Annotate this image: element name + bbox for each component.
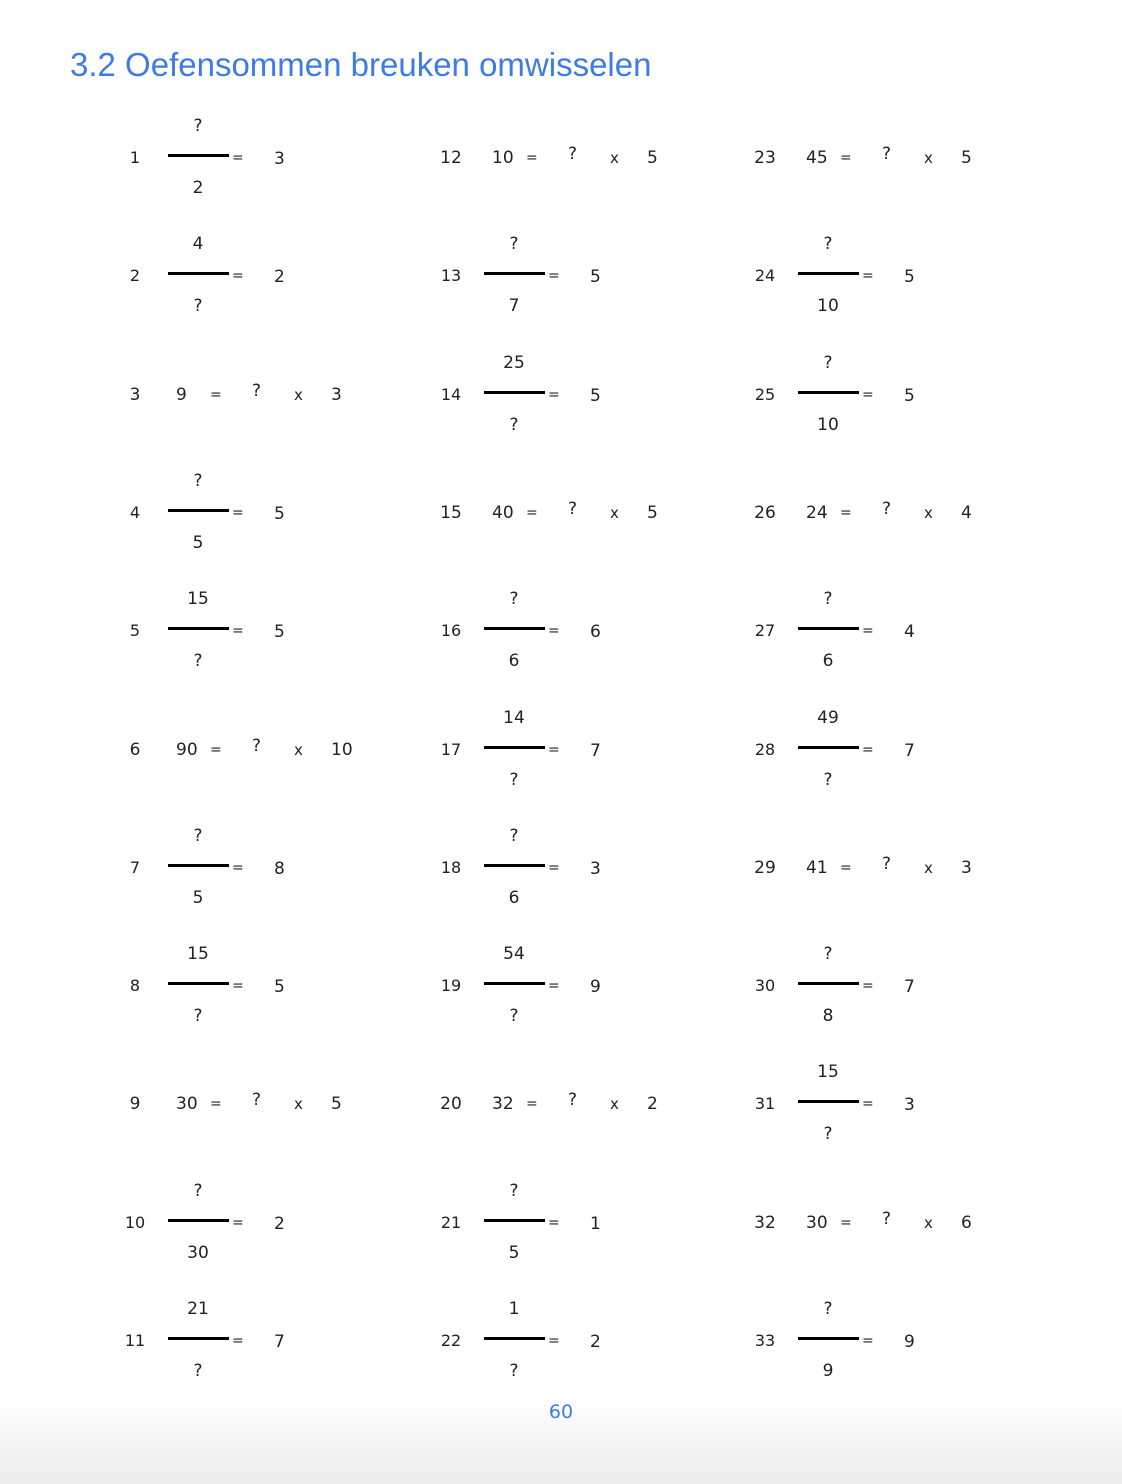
equals-sign: = [862, 268, 874, 285]
equals-sign: = [526, 504, 538, 521]
fraction-bar [168, 154, 229, 157]
exercise-row [436, 216, 766, 334]
equals-sign: = [840, 1214, 852, 1231]
fraction-numerator: ? [823, 944, 833, 965]
exercise-number: 16 [440, 621, 462, 641]
fraction-bar [484, 864, 545, 867]
multiply-sign: x [924, 1213, 933, 1232]
fraction-bar [168, 272, 229, 275]
multiply-sign: x [294, 1095, 303, 1114]
exercise-number: 31 [754, 1094, 776, 1114]
fraction-denominator: 30 [187, 1242, 209, 1263]
exercise-number: 15 [440, 502, 462, 523]
exercise-row [120, 690, 450, 808]
fraction-denominator: 6 [508, 651, 520, 672]
unknown-factor: ? [252, 1090, 262, 1111]
product-value: 30 [806, 1212, 828, 1233]
known-factor: 6 [961, 1212, 972, 1233]
fraction-bar [484, 1337, 545, 1340]
fraction-result: 5 [590, 385, 601, 406]
exercise-row [120, 1044, 450, 1162]
fraction-numerator: ? [823, 589, 833, 610]
exercise-number: 23 [754, 148, 776, 168]
product-value: 40 [492, 502, 514, 523]
unknown-factor: ? [252, 380, 262, 401]
fraction-denominator: 5 [192, 887, 204, 908]
exercise-row [750, 1281, 1080, 1399]
exercise-row [750, 571, 1080, 689]
exercise-number: 18 [440, 857, 462, 877]
fraction-numerator: 49 [817, 707, 839, 728]
equals-sign: = [548, 1214, 560, 1231]
exercise-row [436, 808, 766, 926]
exercise-row [750, 926, 1080, 1044]
exercise-number: 24 [754, 266, 776, 286]
fraction-result: 9 [904, 1332, 915, 1352]
fraction-denominator: ? [193, 1006, 203, 1027]
fraction-denominator: ? [509, 1006, 519, 1027]
fraction-result: 7 [590, 740, 601, 761]
equals-sign: = [232, 859, 244, 876]
exercise-number: 32 [754, 1212, 776, 1233]
exercise-row [750, 335, 1080, 453]
exercise-row [120, 926, 450, 1044]
product-value: 45 [806, 148, 828, 168]
fraction-bar [798, 746, 859, 749]
equals-sign: = [210, 386, 222, 403]
fraction-numerator: ? [823, 234, 833, 255]
fraction-denominator: ? [193, 1361, 203, 1381]
fraction-denominator: 2 [192, 178, 204, 198]
equals-sign: = [232, 978, 244, 995]
multiply-sign: x [294, 385, 303, 404]
fraction-numerator: ? [509, 825, 519, 846]
fraction-denominator: 6 [508, 887, 520, 908]
exercise-row [120, 808, 450, 926]
fraction-numerator: ? [193, 1180, 203, 1201]
fraction-denominator: ? [509, 414, 519, 435]
fraction-denominator: 6 [822, 651, 834, 672]
exercise-row [750, 808, 1080, 926]
fraction-numerator: 15 [187, 944, 209, 965]
equals-sign: = [862, 1333, 874, 1349]
fraction-result: 2 [590, 1332, 601, 1352]
multiply-sign: x [924, 503, 933, 522]
fraction-result: 2 [274, 267, 285, 288]
equals-sign: = [548, 741, 560, 758]
fraction-denominator: ? [823, 769, 833, 790]
fraction-denominator: 7 [508, 296, 520, 317]
fraction-numerator: ? [823, 1299, 833, 1319]
fraction-denominator: ? [509, 1361, 519, 1381]
exercise-number: 13 [440, 266, 462, 286]
equals-sign: = [232, 150, 244, 166]
equals-sign: = [548, 623, 560, 640]
fraction-numerator: 15 [187, 589, 209, 610]
exercise-row [436, 453, 766, 571]
known-factor: 5 [647, 148, 658, 168]
exercise-number: 2 [129, 266, 141, 286]
fraction-denominator: 10 [817, 296, 839, 317]
fraction-result: 9 [590, 977, 601, 998]
unknown-factor: ? [568, 498, 578, 519]
fraction-result: 8 [274, 858, 285, 879]
known-factor: 4 [961, 502, 972, 523]
fraction-result: 2 [274, 1213, 285, 1234]
product-value: 32 [492, 1094, 514, 1115]
exercise-row [120, 98, 450, 216]
exercise-number: 21 [440, 1212, 462, 1232]
fraction-result: 5 [904, 267, 915, 288]
equals-sign: = [548, 386, 560, 403]
fraction-numerator: ? [509, 1180, 519, 1201]
exercise-row [750, 453, 1080, 571]
fraction-numerator: 54 [503, 944, 525, 965]
exercise-number: 30 [754, 976, 776, 996]
fraction-bar [484, 1219, 545, 1222]
fraction-numerator: 25 [503, 352, 525, 373]
known-factor: 5 [961, 148, 972, 168]
multiply-sign: x [924, 858, 933, 877]
exercise-row [120, 216, 450, 334]
exercise-row [750, 98, 1080, 216]
equals-sign: = [548, 859, 560, 876]
exercise-row [750, 1044, 1080, 1162]
fraction-result: 1 [590, 1213, 601, 1234]
equals-sign: = [526, 1096, 538, 1113]
fraction-bar [484, 391, 545, 394]
exercise-row [120, 453, 450, 571]
equals-sign: = [862, 978, 874, 995]
fraction-result: 5 [274, 503, 285, 524]
equals-sign: = [210, 1096, 222, 1113]
fraction-bar [798, 1337, 859, 1340]
exercise-number: 9 [129, 1094, 141, 1115]
equals-sign: = [862, 741, 874, 758]
exercise-row [436, 926, 766, 1044]
known-factor: 10 [331, 739, 353, 760]
exercise-row [750, 1163, 1080, 1281]
page-title: 3.2 Oefensommen breuken omwisselen [70, 46, 652, 83]
fraction-denominator: 8 [822, 1006, 834, 1027]
fraction-bar [798, 982, 859, 985]
exercise-row [120, 1281, 450, 1399]
fraction-bar [484, 272, 545, 275]
fraction-bar [798, 391, 859, 394]
equals-sign: = [862, 386, 874, 403]
exercise-number: 6 [129, 739, 141, 760]
fraction-denominator: 5 [192, 532, 204, 553]
fraction-denominator: 5 [508, 1242, 520, 1263]
fraction-denominator: ? [509, 769, 519, 790]
exercise-number: 1 [129, 148, 141, 167]
product-value: 30 [176, 1094, 198, 1115]
exercise-row [436, 335, 766, 453]
exercise-number: 3 [129, 384, 141, 405]
equals-sign: = [840, 859, 852, 876]
equals-sign: = [232, 268, 244, 285]
exercise-number: 28 [754, 739, 776, 759]
fraction-numerator: ? [509, 234, 519, 255]
fraction-bar [484, 627, 545, 630]
fraction-numerator: ? [509, 589, 519, 610]
exercise-number: 26 [754, 502, 776, 523]
multiply-sign: x [610, 503, 619, 522]
page-number: 60 [548, 1401, 574, 1423]
fraction-result: 7 [904, 740, 915, 761]
exercise-number: 4 [129, 502, 141, 522]
fraction-result: 3 [904, 1095, 915, 1116]
fraction-result: 4 [904, 622, 915, 643]
fraction-bar [168, 509, 229, 512]
equals-sign: = [862, 1096, 874, 1113]
fraction-numerator: 1 [508, 1299, 520, 1319]
equals-sign: = [840, 150, 852, 166]
fraction-numerator: ? [193, 116, 203, 136]
exercise-row [120, 1163, 450, 1281]
exercise-row [436, 690, 766, 808]
exercise-row [436, 571, 766, 689]
exercise-number: 22 [440, 1331, 462, 1350]
equals-sign: = [548, 978, 560, 995]
fraction-result: 7 [904, 977, 915, 998]
equals-sign: = [862, 623, 874, 640]
fraction-bar [168, 864, 229, 867]
product-value: 9 [176, 384, 187, 405]
equals-sign: = [526, 150, 538, 166]
equals-sign: = [232, 1214, 244, 1231]
equals-sign: = [232, 1333, 244, 1349]
unknown-factor: ? [882, 853, 892, 874]
multiply-sign: x [924, 149, 933, 167]
exercise-row [436, 1281, 766, 1399]
exercise-number: 5 [129, 621, 141, 641]
unknown-factor: ? [568, 144, 578, 164]
product-value: 90 [176, 739, 198, 760]
fraction-denominator: ? [193, 296, 203, 317]
exercise-row [750, 216, 1080, 334]
known-factor: 3 [331, 384, 342, 405]
fraction-numerator: 4 [192, 234, 204, 255]
exercise-number: 7 [129, 857, 141, 877]
fraction-result: 6 [590, 622, 601, 643]
fraction-bar [798, 1100, 859, 1103]
exercise-number: 11 [124, 1331, 146, 1350]
fraction-denominator: ? [193, 651, 203, 672]
exercise-row [750, 690, 1080, 808]
exercise-row [436, 1163, 766, 1281]
fraction-result: 5 [904, 385, 915, 406]
fraction-denominator: 9 [822, 1361, 834, 1381]
exercise-number: 29 [754, 857, 776, 878]
fraction-numerator: 21 [187, 1299, 209, 1319]
equals-sign: = [232, 623, 244, 640]
product-value: 41 [806, 857, 828, 878]
fraction-bar [168, 1219, 229, 1222]
exercise-number: 8 [129, 976, 141, 996]
exercise-row [436, 1044, 766, 1162]
multiply-sign: x [610, 1095, 619, 1114]
fraction-numerator: 14 [503, 707, 525, 728]
equals-sign: = [210, 741, 222, 758]
fraction-numerator: ? [193, 470, 203, 491]
fraction-bar [798, 272, 859, 275]
exercise-number: 17 [440, 739, 462, 759]
multiply-sign: x [294, 740, 303, 759]
fraction-denominator: 10 [817, 414, 839, 435]
exercise-number: 27 [754, 621, 776, 641]
equals-sign: = [232, 504, 244, 521]
fraction-result: 3 [274, 149, 285, 169]
exercise-number: 10 [124, 1212, 146, 1232]
multiply-sign: x [610, 149, 619, 167]
fraction-bar [168, 627, 229, 630]
exercise-number: 19 [440, 976, 462, 996]
exercise-number: 14 [440, 384, 462, 404]
known-factor: 2 [647, 1094, 658, 1115]
fraction-bar [168, 982, 229, 985]
exercise-number: 25 [754, 384, 776, 404]
product-value: 24 [806, 502, 828, 523]
exercise-number: 20 [440, 1094, 462, 1115]
fraction-numerator: ? [823, 352, 833, 373]
equals-sign: = [548, 268, 560, 285]
fraction-result: 3 [590, 858, 601, 879]
exercise-row [120, 571, 450, 689]
unknown-factor: ? [568, 1090, 578, 1111]
fraction-denominator: ? [823, 1124, 833, 1145]
exercise-row [436, 98, 766, 216]
fraction-numerator: 15 [817, 1062, 839, 1083]
equals-sign: = [840, 504, 852, 521]
unknown-factor: ? [882, 144, 892, 164]
fraction-bar [484, 746, 545, 749]
fraction-numerator: ? [193, 825, 203, 846]
fraction-bar [484, 982, 545, 985]
unknown-factor: ? [252, 735, 262, 756]
exercise-row [120, 335, 450, 453]
fraction-result: 5 [274, 622, 285, 643]
unknown-factor: ? [882, 1208, 892, 1229]
fraction-result: 5 [590, 267, 601, 288]
fraction-result: 5 [274, 977, 285, 998]
fraction-bar [168, 1337, 229, 1340]
fraction-bar [798, 627, 859, 630]
equals-sign: = [548, 1333, 560, 1349]
known-factor: 5 [647, 502, 658, 523]
exercise-number: 12 [440, 148, 462, 168]
known-factor: 3 [961, 857, 972, 878]
unknown-factor: ? [882, 498, 892, 519]
fraction-result: 7 [274, 1332, 285, 1352]
product-value: 10 [492, 148, 514, 168]
known-factor: 5 [331, 1094, 342, 1115]
exercise-number: 33 [754, 1331, 776, 1350]
